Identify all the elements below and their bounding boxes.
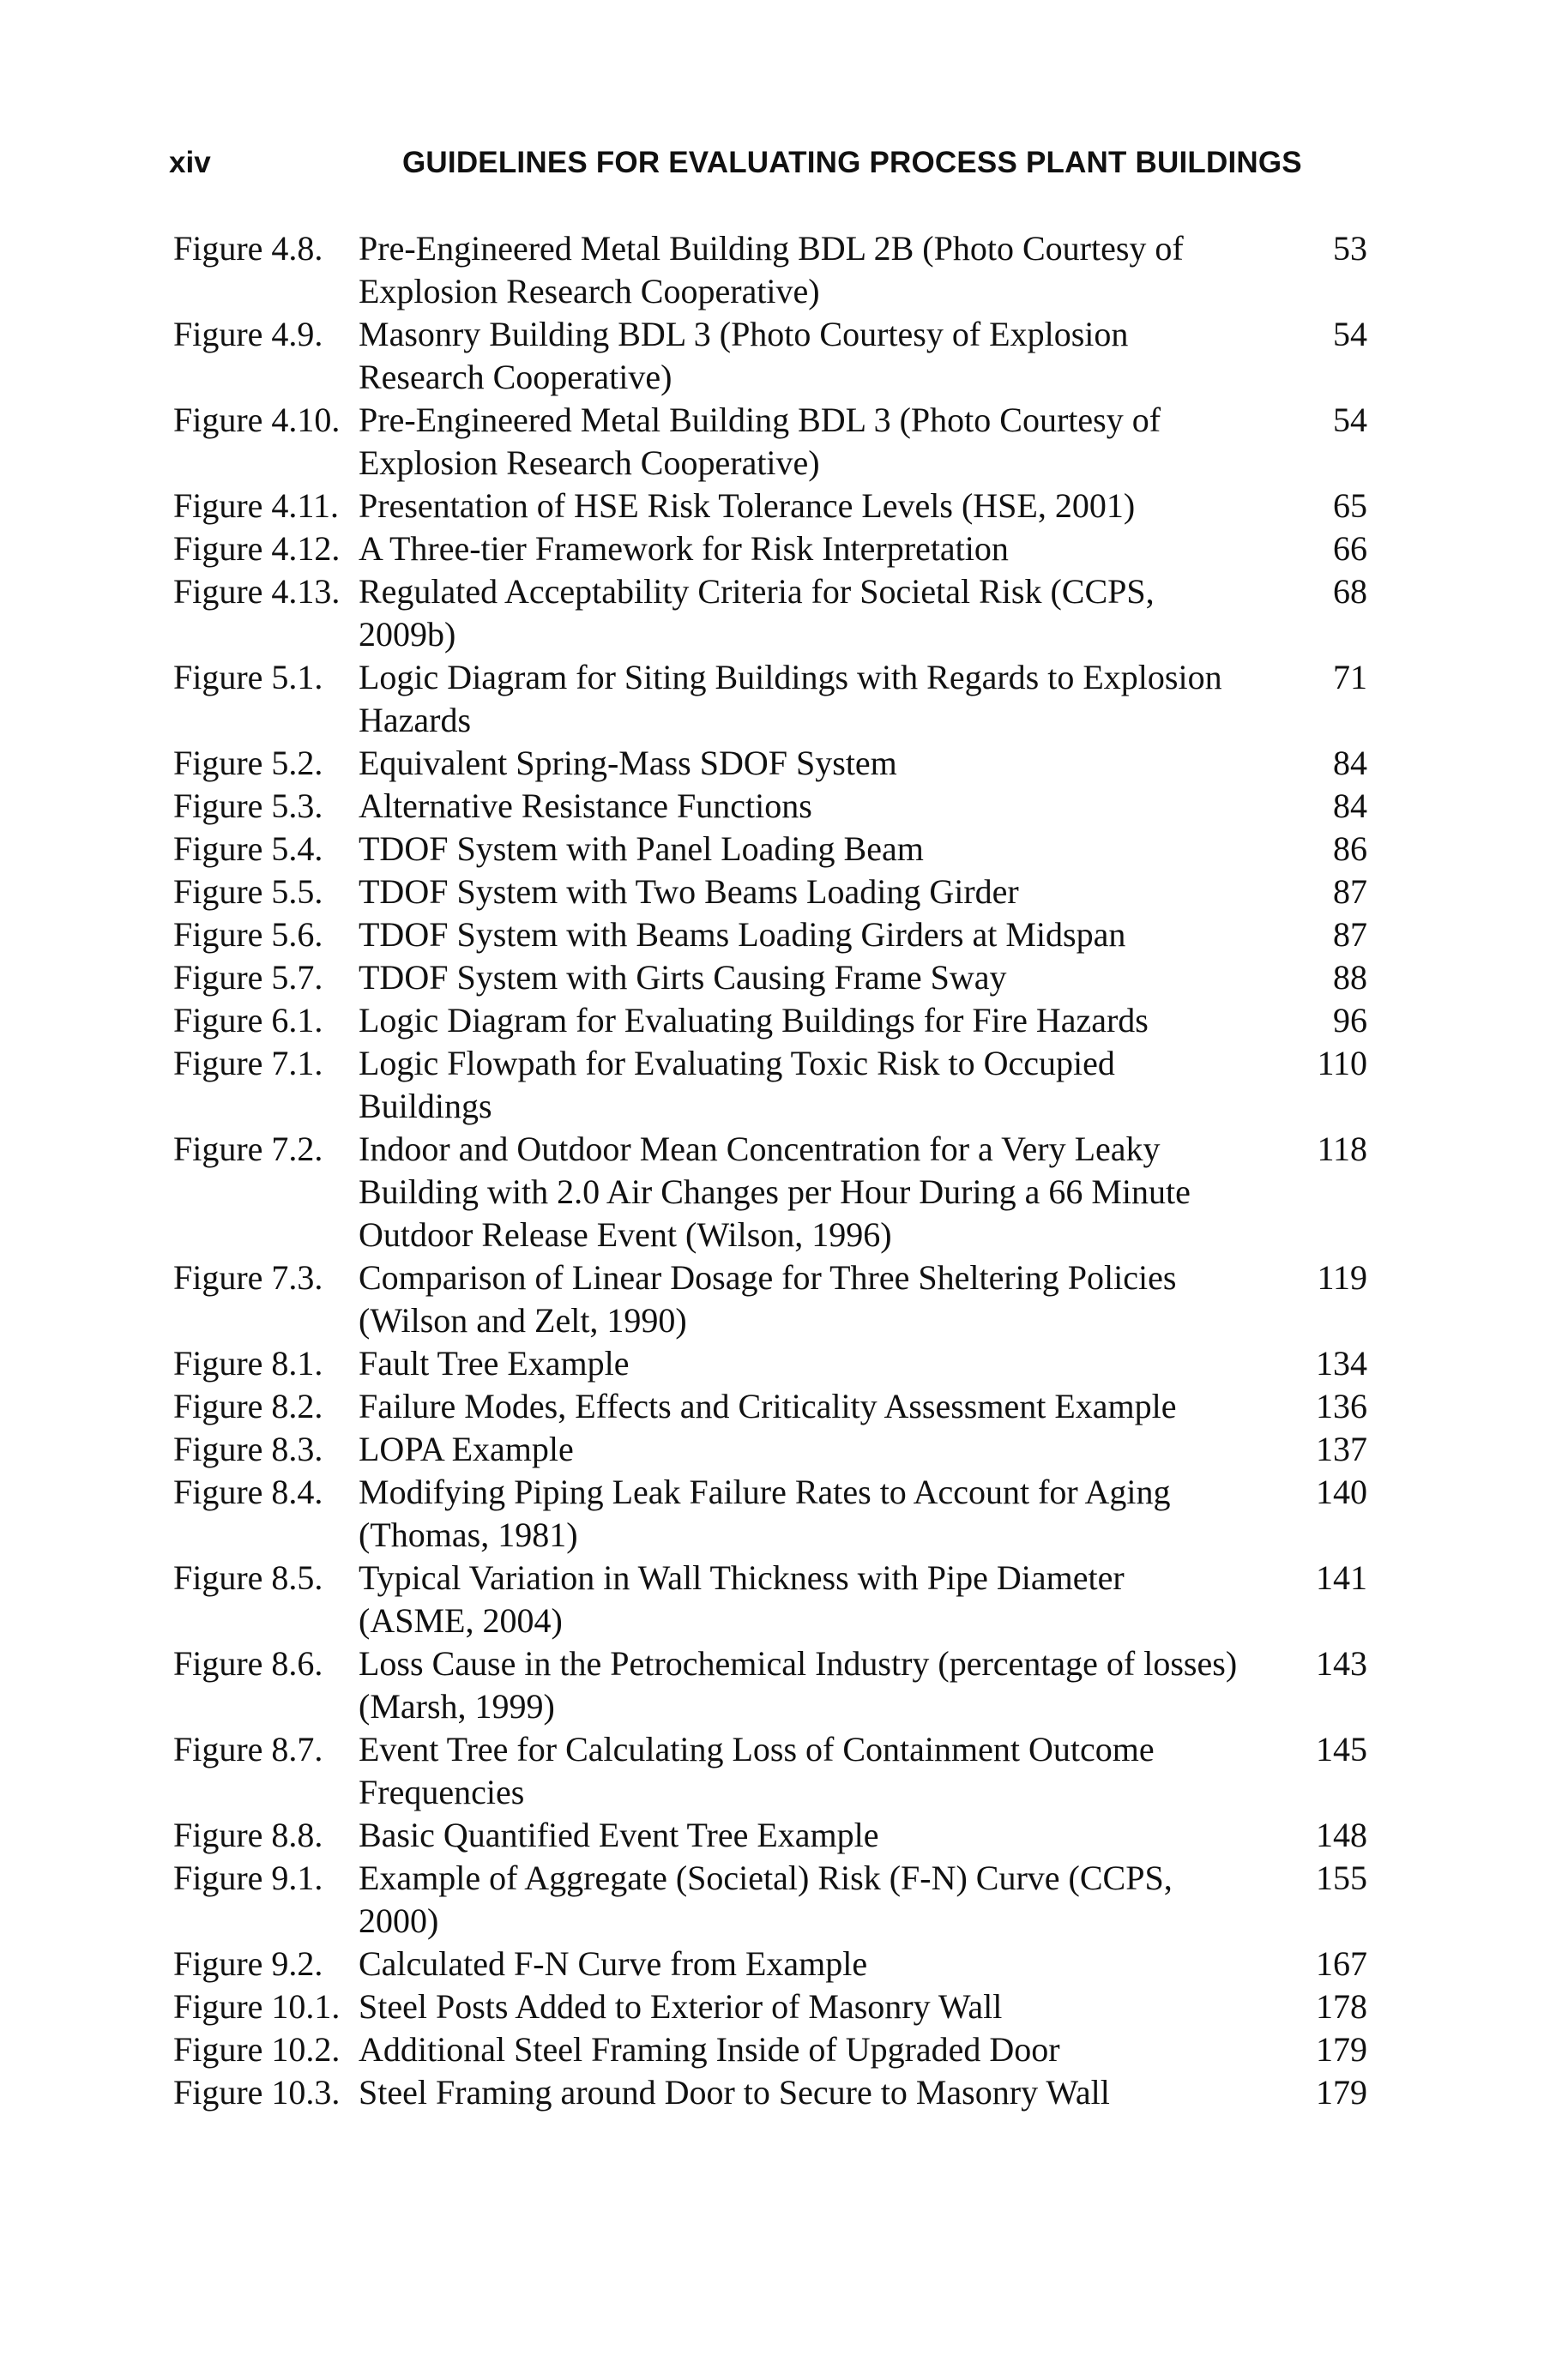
- figure-title: Indoor and Outdoor Mean Concentration for a Very Leaky Building with 2.0 Air Changes per Hour During a 66 Minute Outdoor Release Event (Wilson, 1996): [359, 1130, 1191, 1254]
- figure-title: Comparison of Linear Dosage for Three Sheltering Policies (Wilson and Zelt, 1990): [359, 1258, 1177, 1340]
- figure-number: Figure 4.11.: [173, 486, 339, 525]
- figure-number: Figure 7.1.: [173, 1044, 323, 1082]
- figure-title: Alternative Resistance Functions: [359, 786, 812, 825]
- figure-title: Pre-Engineered Metal Building BDL 3 (Photo Courtesy of Explosion Research Cooperative): [359, 401, 1161, 482]
- toc-entry: [173, 1557, 1367, 1642]
- figure-title: Event Tree for Calculating Loss of Containment Outcome Frequencies: [359, 1730, 1155, 1811]
- toc-entry: [173, 527, 1367, 570]
- figure-number: Figure 4.13.: [173, 572, 341, 611]
- figure-title: Additional Steel Framing Inside of Upgraded Door: [359, 2030, 1060, 2069]
- figure-title: LOPA Example: [359, 1430, 574, 1468]
- page-reference: 179: [1316, 2073, 1367, 2112]
- page-reference: 179: [1316, 2030, 1367, 2069]
- page-reference: 84: [1333, 744, 1367, 782]
- page-reference: 86: [1333, 829, 1367, 868]
- page-reference: 145: [1316, 1730, 1367, 1768]
- figure-title: Loss Cause in the Petrochemical Industry (percentage of losses) (Marsh, 1999): [359, 1644, 1238, 1726]
- figure-number: Figure 5.5.: [173, 872, 323, 911]
- figure-title: Failure Modes, Effects and Criticality Assessment Example: [359, 1387, 1177, 1425]
- toc-entry: [173, 913, 1367, 956]
- toc-entry: [173, 227, 1367, 313]
- page-reference: 118: [1317, 1130, 1367, 1168]
- toc-entry: [173, 1385, 1367, 1428]
- page-reference: 134: [1316, 1344, 1367, 1383]
- figure-title: Steel Posts Added to Exterior of Masonry Wall: [359, 1987, 1003, 2026]
- figure-title: Calculated F-N Curve from Example: [359, 1944, 868, 1983]
- toc-entry: [173, 313, 1367, 399]
- figure-title: TDOF System with Panel Loading Beam: [359, 829, 924, 868]
- page-reference: 137: [1316, 1430, 1367, 1468]
- toc-entry: [173, 2028, 1367, 2071]
- figure-number: Figure 5.7.: [173, 958, 323, 997]
- toc-entry: [173, 956, 1367, 999]
- running-title: GUIDELINES FOR EVALUATING PROCESS PLANT BUILDINGS: [402, 146, 1302, 179]
- page-reference: 66: [1333, 529, 1367, 568]
- page-header: [169, 137, 1365, 189]
- figure-title: Logic Diagram for Evaluating Buildings for Fire Hazards: [359, 1001, 1149, 1039]
- toc-entry: [173, 999, 1367, 1042]
- figure-title: Modifying Piping Leak Failure Rates to Account for Aging (Thomas, 1981): [359, 1473, 1171, 1554]
- figure-number: Figure 8.4.: [173, 1473, 323, 1511]
- figure-title: TDOF System with Beams Loading Girders at Midspan: [359, 915, 1126, 954]
- page-number: xiv: [169, 146, 211, 179]
- figure-title: Logic Flowpath for Evaluating Toxic Risk to Occupied Buildings: [359, 1044, 1115, 1125]
- page-reference: 119: [1317, 1258, 1367, 1297]
- figure-number: Figure 8.1.: [173, 1344, 323, 1383]
- figure-title: Typical Variation in Wall Thickness with Pipe Diameter (ASME, 2004): [359, 1558, 1125, 1640]
- figure-title: Example of Aggregate (Societal) Risk (F-N) Curve (CCPS, 2000): [359, 1859, 1173, 1940]
- page-reference: 136: [1316, 1387, 1367, 1425]
- toc-entry: [173, 570, 1367, 656]
- toc-entry: [173, 1128, 1367, 1256]
- page-reference: 155: [1316, 1859, 1367, 1897]
- page-reference: 87: [1333, 872, 1367, 911]
- toc-entry: [173, 485, 1367, 527]
- toc-entry: [173, 1985, 1367, 2028]
- figure-number: Figure 9.1.: [173, 1859, 323, 1897]
- figure-number: Figure 4.9.: [173, 315, 323, 353]
- page-reference: 140: [1316, 1473, 1367, 1511]
- page-reference: 88: [1333, 958, 1367, 997]
- page-reference: 96: [1333, 1001, 1367, 1039]
- toc-entry: [173, 2071, 1367, 2114]
- figure-number: Figure 7.2.: [173, 1130, 323, 1168]
- figure-number: Figure 10.1.: [173, 1987, 341, 2026]
- toc-entry: [173, 785, 1367, 828]
- toc-entry: [173, 871, 1367, 913]
- toc-entry: [173, 656, 1367, 742]
- toc-entry: [173, 1256, 1367, 1342]
- page-reference: 53: [1333, 229, 1367, 268]
- figure-number: Figure 8.5.: [173, 1558, 323, 1597]
- figure-number: Figure 10.3.: [173, 2073, 341, 2112]
- page-reference: 148: [1316, 1816, 1367, 1854]
- page-reference: 65: [1333, 486, 1367, 525]
- figure-number: Figure 4.12.: [173, 529, 341, 568]
- page-reference: 68: [1333, 572, 1367, 611]
- page-reference: 167: [1316, 1944, 1367, 1983]
- figure-number: Figure 8.6.: [173, 1644, 323, 1683]
- figure-title: Equivalent Spring-Mass SDOF System: [359, 744, 897, 782]
- list-of-figures: [173, 227, 1367, 2114]
- toc-entry: [173, 1471, 1367, 1557]
- figure-number: Figure 8.7.: [173, 1730, 323, 1768]
- figure-number: Figure 10.2.: [173, 2030, 341, 2069]
- figure-number: Figure 9.2.: [173, 1944, 323, 1983]
- page-reference: 71: [1333, 658, 1367, 696]
- figure-title: Regulated Acceptability Criteria for Societal Risk (CCPS, 2009b): [359, 572, 1155, 654]
- figure-title: A Three-tier Framework for Risk Interpretation: [359, 529, 1009, 568]
- toc-entry: [173, 399, 1367, 485]
- toc-entry: [173, 1428, 1367, 1471]
- figure-number: Figure 7.3.: [173, 1258, 323, 1297]
- figure-title: TDOF System with Girts Causing Frame Sway: [359, 958, 1007, 997]
- page-reference: 141: [1316, 1558, 1367, 1597]
- toc-entry: [173, 742, 1367, 785]
- figure-title: Masonry Building BDL 3 (Photo Courtesy of Explosion Research Cooperative): [359, 315, 1129, 396]
- figure-number: Figure 5.3.: [173, 786, 323, 825]
- figure-number: Figure 5.2.: [173, 744, 323, 782]
- figure-number: Figure 8.8.: [173, 1816, 323, 1854]
- figure-title: TDOF System with Two Beams Loading Girder: [359, 872, 1019, 911]
- figure-title: Steel Framing around Door to Secure to Masonry Wall: [359, 2073, 1110, 2112]
- figure-title: Pre-Engineered Metal Building BDL 2B (Photo Courtesy of Explosion Research Cooperative): [359, 229, 1184, 310]
- toc-entry: [173, 1943, 1367, 1985]
- figure-number: Figure 5.4.: [173, 829, 323, 868]
- page-reference: 143: [1316, 1644, 1367, 1683]
- figure-title: Presentation of HSE Risk Tolerance Levels (HSE, 2001): [359, 486, 1136, 525]
- toc-entry: [173, 1857, 1367, 1943]
- page-reference: 110: [1317, 1044, 1367, 1082]
- figure-title: Logic Diagram for Siting Buildings with Regards to Explosion Hazards: [359, 658, 1222, 739]
- page-reference: 54: [1333, 315, 1367, 353]
- page-reference: 178: [1316, 1987, 1367, 2026]
- page-reference: 87: [1333, 915, 1367, 954]
- toc-entry: [173, 1728, 1367, 1814]
- toc-entry: [173, 1642, 1367, 1728]
- figure-title: Basic Quantified Event Tree Example: [359, 1816, 879, 1854]
- toc-entry: [173, 828, 1367, 871]
- page-reference: 84: [1333, 786, 1367, 825]
- figure-number: Figure 6.1.: [173, 1001, 323, 1039]
- figure-number: Figure 5.6.: [173, 915, 323, 954]
- toc-entry: [173, 1342, 1367, 1385]
- figure-number: Figure 5.1.: [173, 658, 323, 696]
- figure-title: Fault Tree Example: [359, 1344, 630, 1383]
- figure-number: Figure 8.2.: [173, 1387, 323, 1425]
- toc-entry: [173, 1042, 1367, 1128]
- figure-number: Figure 4.8.: [173, 229, 323, 268]
- figure-number: Figure 4.10.: [173, 401, 341, 439]
- page-reference: 54: [1333, 401, 1367, 439]
- toc-entry: [173, 1814, 1367, 1857]
- figure-number: Figure 8.3.: [173, 1430, 323, 1468]
